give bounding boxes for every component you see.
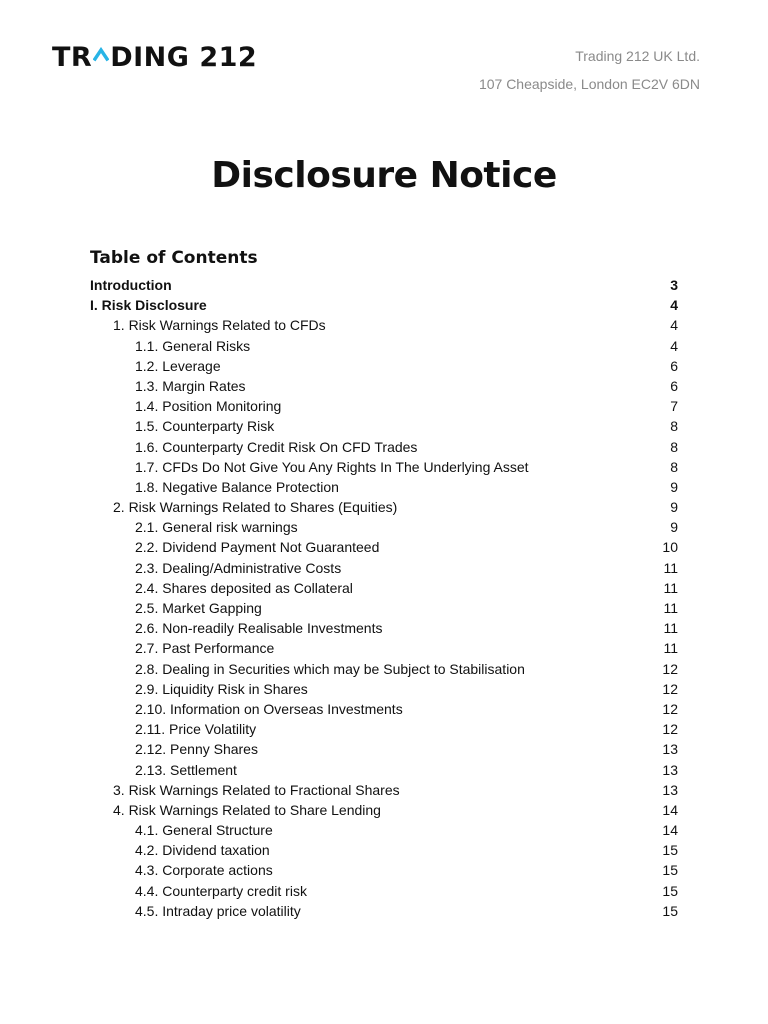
toc-entry-page-number: 11 (663, 600, 678, 616)
toc-entry-page-number: 11 (663, 620, 678, 637)
toc-entry-label: 4.3. Corporate actions (135, 862, 273, 879)
toc-entry-page-number: 6 (670, 377, 678, 394)
toc-heading: Table of Contents (90, 248, 258, 268)
toc-entry-page-number: 7 (670, 398, 678, 415)
toc-entry-label: 4. Risk Warnings Related to Share Lending (113, 801, 381, 818)
toc-entry-page-number: 9 (670, 499, 678, 516)
toc-entry-page-number: 9 (670, 519, 678, 536)
toc-entry-label: 2.13. Settlement (135, 761, 237, 778)
toc-entry-label: 1.6. Counterparty Credit Risk On CFD Trades (135, 438, 418, 455)
toc-entry-label: 4.4. Counterparty credit risk (135, 882, 307, 899)
toc-entry[interactable] (90, 719, 678, 739)
toc-entry-label: 4.5. Intraday price volatility (135, 902, 301, 919)
toc-entry-page-number: 12 (662, 680, 678, 697)
toc-entry-page-number: 13 (662, 741, 678, 758)
toc-entry-label: 1.5. Counterparty Risk (135, 418, 275, 435)
logo-text-right: DING 212 (110, 42, 258, 73)
toc-entry-label: 2.9. Liquidity Risk in Shares (135, 680, 308, 697)
toc-entry[interactable] (90, 336, 678, 356)
toc-entry-label: 1.1. General Risks (135, 337, 251, 354)
logo-caret-icon (93, 47, 109, 67)
toc-entry[interactable] (90, 578, 678, 598)
toc-entry[interactable] (90, 356, 678, 376)
company-address: 107 Cheapside, London EC2V 6DN (478, 76, 700, 92)
toc-entry-label: 2.1. General risk warnings (135, 519, 298, 536)
toc-entry-page-number: 10 (662, 539, 678, 556)
toc-entry[interactable] (90, 376, 678, 396)
toc-entry[interactable] (90, 497, 678, 517)
company-name: Trading 212 UK Ltd. (575, 48, 700, 64)
toc-entry-page-number: 12 (662, 660, 678, 677)
toc-entry-page-number: 4 (670, 337, 678, 354)
toc-entry-page-number: 11 (663, 579, 678, 596)
toc-entry[interactable] (90, 537, 678, 557)
toc-entry[interactable] (90, 638, 678, 658)
toc-entry[interactable] (90, 517, 678, 537)
toc-entry-label: 2.12. Penny Shares (135, 741, 258, 758)
toc-entry[interactable] (90, 396, 678, 416)
toc-entry-page-number: 8 (670, 438, 678, 455)
toc-entry[interactable] (90, 739, 678, 759)
toc-entry-page-number: 11 (663, 640, 678, 657)
toc-entry-label: 1.7. CFDs Do Not Give You Any Rights In The Underlying Asset (135, 458, 529, 475)
toc-entry-page-number: 9 (670, 478, 678, 495)
toc-entry-label: 4.1. General Structure (135, 822, 273, 839)
toc-entry[interactable] (90, 881, 678, 901)
toc-entry-label: 2.7. Past Performance (135, 640, 275, 657)
toc-entry-label: 2.10. Information on Overseas Investments (135, 700, 403, 717)
toc-entry-page-number: 3 (670, 277, 678, 293)
toc-entry[interactable] (90, 800, 678, 820)
toc-entry[interactable] (90, 860, 678, 880)
toc-entry-page-number: 14 (662, 822, 678, 839)
toc-entry-label: 2.8. Dealing in Securities which may be Subject to Stabilisation (135, 660, 525, 677)
toc-entry-label: I. Risk Disclosure (90, 297, 207, 314)
toc-entry-label: Introduction (90, 277, 172, 293)
toc-entry-page-number: 15 (662, 902, 678, 919)
toc-entry[interactable] (90, 901, 678, 921)
toc-entry[interactable] (90, 699, 678, 719)
toc-entry[interactable] (90, 457, 678, 477)
toc-entry-page-number: 4 (670, 297, 678, 314)
toc-entry-label: 2.2. Dividend Payment Not Guaranteed (135, 539, 380, 556)
toc-entry-label: 2.6. Non-readily Realisable Investments (135, 620, 383, 637)
toc-entry-page-number: 13 (662, 781, 678, 798)
toc-entry-label: 1.2. Leverage (135, 357, 221, 374)
toc-entry[interactable] (90, 315, 678, 335)
toc-entry[interactable] (90, 416, 678, 436)
toc-entry-page-number: 15 (662, 842, 678, 859)
toc-entry-page-number: 6 (670, 357, 678, 374)
toc-entry[interactable] (90, 679, 678, 699)
toc-entry-page-number: 12 (662, 721, 678, 738)
toc-entry-label: 2. Risk Warnings Related to Shares (Equities) (113, 499, 398, 516)
toc-entry[interactable] (90, 840, 678, 860)
table-of-contents (90, 275, 678, 921)
toc-entry-label: 3. Risk Warnings Related to Fractional Shares (113, 781, 400, 798)
toc-entry-page-number: 13 (662, 761, 678, 778)
toc-entry[interactable] (90, 295, 678, 315)
toc-entry[interactable] (90, 659, 678, 679)
toc-entry-label: 2.11. Price Volatility (135, 721, 257, 738)
toc-entry-page-number: 8 (670, 458, 678, 475)
toc-entry-label: 1.4. Position Monitoring (135, 398, 282, 415)
toc-entry-label: 1.3. Margin Rates (135, 377, 246, 394)
document-title: Disclosure Notice (211, 155, 557, 196)
toc-entry-label: 2.3. Dealing/Administrative Costs (135, 559, 342, 576)
toc-entry-label: 1. Risk Warnings Related to CFDs (113, 317, 326, 334)
toc-entry-page-number: 15 (662, 882, 678, 899)
toc-entry[interactable] (90, 598, 678, 618)
logo-text-left: TR (52, 42, 93, 73)
toc-entry-page-number: 11 (663, 559, 678, 576)
trading212-logo (52, 40, 257, 76)
toc-entry[interactable] (90, 558, 678, 578)
toc-entry[interactable] (90, 618, 678, 638)
toc-entry-page-number: 14 (662, 801, 678, 818)
toc-entry-page-number: 15 (662, 862, 678, 879)
toc-entry-page-number: 12 (662, 700, 678, 717)
toc-entry[interactable] (90, 760, 678, 780)
toc-entry-label: 1.8. Negative Balance Protection (135, 478, 339, 495)
toc-entry[interactable] (90, 437, 678, 457)
toc-entry[interactable] (90, 477, 678, 497)
toc-entry-label: 2.4. Shares deposited as Collateral (135, 579, 353, 596)
toc-entry-page-number: 8 (670, 418, 678, 435)
toc-entry-label: 2.5. Market Gapping (135, 600, 262, 616)
toc-entry[interactable] (90, 820, 678, 840)
toc-entry-page-number: 4 (670, 317, 678, 334)
toc-entry[interactable] (90, 275, 678, 295)
toc-entry[interactable] (90, 780, 678, 800)
toc-entry-label: 4.2. Dividend taxation (135, 842, 270, 859)
